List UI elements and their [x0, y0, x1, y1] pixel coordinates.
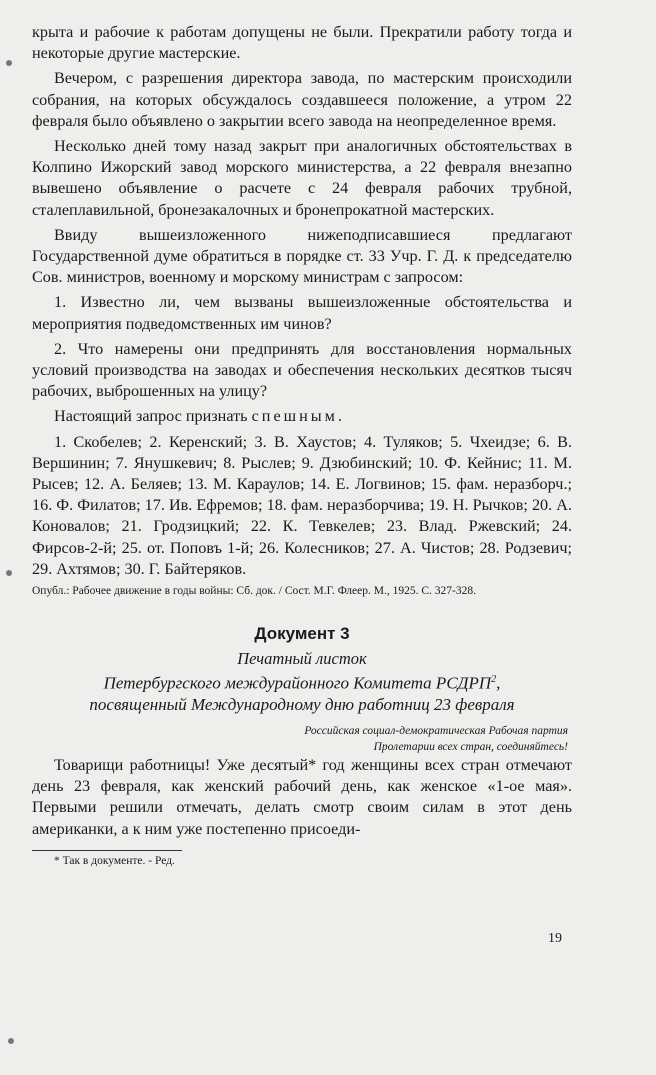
paragraph-urgency [32, 406, 572, 427]
paragraph-question-1: 1. Известно ли, чем вызваны вышеизложенные обстоятельства и мероприятия подведомственных им чинов? [32, 293, 572, 333]
paragraph-signatories: 1. Скобелев; 2. Керенский; 3. В. Хаустов; 4. Туляков; 5. Чхеидзе; 6. В. Вершинин; 7. Янушкевич; 8. Рыслев; 9. Дзюбинский; 10. Ф. Кейнис; 11. М. Рысев; 12. А. Беляев; 13. М. Караулов; 14. Е. Логвинов; 15. фам. неразборч.; 16. Ф. Филатов; 17. Ив. Ефремов; 18. фам. неразборчива; 19. Н. Рычков; 20. А. Коновалов; 21. Гродзицкий; 22. К. Тевкелев; 23. Влад. Ржевский; 24. Фирсов-2-й; 25. от. Поповъ 1-й; 26. Колесников; 27. А. Чистов; 28. Родзевич; 29. Ахтямов; 30. Г. Байтеряков. [32, 432, 572, 578]
party-header [32, 723, 568, 755]
document-subtitle: Печатный листок [237, 649, 367, 669]
paragraph-continuation: крыта и рабочие к работам допущены не были. Прекратили работу тогда и некоторые другие мастерские. [32, 23, 572, 63]
party-slogan: Пролетарии всех стран, соединяйтесь! [373, 740, 568, 753]
scan-hole-mark [6, 60, 12, 66]
footnote: * Так в документе. - Ред. [54, 854, 175, 867]
document-title-text: Петербургского междурайонного Комитета РСДРП [103, 673, 492, 693]
scan-hole-mark [6, 570, 12, 576]
document-heading: Документ 3 [254, 624, 350, 644]
source-note: Опубл.: Рабочее движение в годы войны: Сб. док. / Сост. М.Г. Флеер. М., 1925. С. 327-328. [32, 585, 476, 598]
paragraph-inquiry-proposal: Ввиду вышеизложенного нижеподписавшиеся предлагают Государственной думе обратиться в порядке ст. 33 Учр. Г. Д. к председателю Сов. министров, военному и морскому министрам с запросом: [32, 225, 572, 287]
title-footnote-ref: 2 [491, 674, 497, 686]
paragraph-izhorsky-plant: Несколько дней тому назад закрыт при аналогичных обстоятельствах в Колпино Ижорский завод морского министерства, а 22 февраля внезапно вывешено объявление о расчете с 24 февраля рабочих трубной, сталеплавильной, бронезакалочных и бронепрокатной мастерских. [32, 137, 572, 219]
document-title-line-2: посвященный Международному дню работниц 23 февраля [89, 694, 515, 714]
party-name: Российская социал-демократическая Рабочая партия [304, 724, 568, 737]
paragraph-question-2: 2. Что намерены они предпринять для восстановления нормальных условий производства на заводах и обеспечения нескольких десятков тысяч рабочих, выброшенных на улицу? [32, 339, 572, 401]
leaflet-text-start: Товарищи работницы! Уже десятый [54, 755, 309, 774]
urgency-text: Настоящий запрос признать [54, 407, 248, 426]
scan-hole-mark [8, 1038, 14, 1044]
paragraph-evening-meetings: Вечером, с разрешения директора завода, по мастерским происходили собрания, на которых обсуждалось создавшееся положение, а утром 22 февраля было объявлено о закрытии всего завода на неопределенное время. [32, 69, 572, 130]
footnote-divider [32, 850, 182, 851]
urgency-word: спешным. [251, 407, 345, 426]
text-column [32, 22, 572, 873]
document-title-line-1 [32, 669, 572, 694]
leaflet-text-rest: год женщины всех стран отмечают день 23 февраля, как женский рабочий день, как женское «1-ое мая». Первыми решили отмечать, делать смотр своим силам в этот день американки, а к ним уже постепенно присоеди- [32, 755, 572, 838]
footnote-mark: * [308, 755, 317, 774]
page-number: 19 [548, 931, 562, 946]
leaflet-text [32, 755, 572, 840]
title-comma: , [496, 673, 501, 693]
